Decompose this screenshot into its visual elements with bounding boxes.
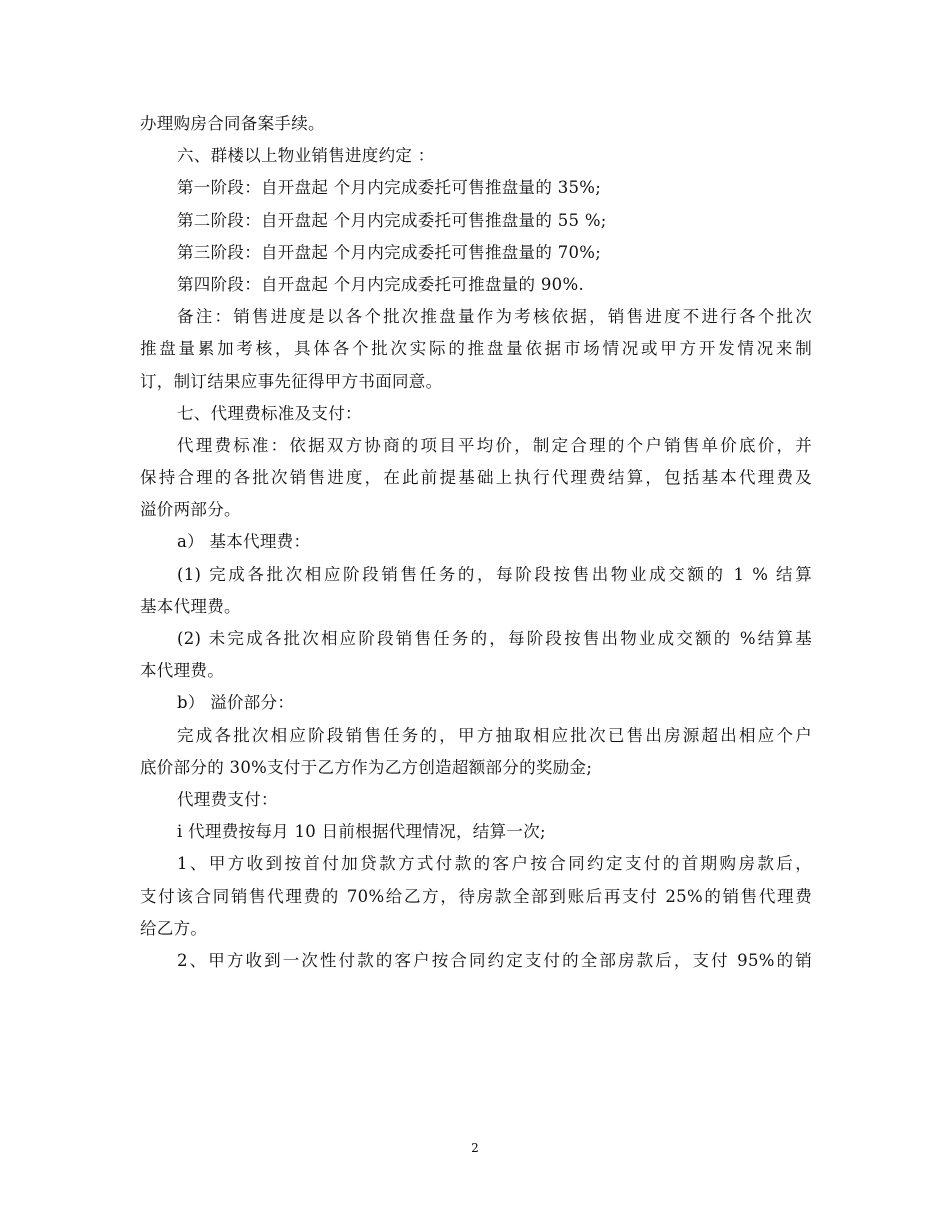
section-heading: 六、群楼以上物业销售进度约定 ：	[177, 146, 435, 166]
text-line: 第四阶段：自开盘起 个月内完成委托可推盘量的 90%.	[177, 274, 585, 294]
text-line: 第一阶段：自开盘起 个月内完成委托可售推盘量的 35%;	[177, 178, 602, 198]
subsection-heading: b） 溢价部分：	[177, 693, 295, 713]
text-line: 第三阶段：自开盘起 个月内完成委托可售推盘量的 70%;	[177, 242, 602, 262]
subsection-heading: a） 基本代理费：	[177, 532, 311, 552]
text-line: 保持合理的各批次销售进度，在此前提基础上执行代理费结算，包括基本代理费及	[140, 468, 812, 488]
text-line: 溢价两部分。	[140, 500, 241, 520]
text-line: 支付该合同销售代理费的 70%给乙方，待房款全部到账后再支付 25%的销售代理费	[140, 886, 812, 906]
text-line: 给乙方。	[140, 918, 208, 938]
text-line: 备注：销售进度是以各个批次推盘量作为考核依据，销售进度不进行各个批次	[177, 307, 812, 327]
text-line: 2、甲方收到一次性付款的客户按合同约定支付的全部房款后，支付 95%的销	[177, 950, 812, 970]
text-line: 第二阶段：自开盘起 个月内完成委托可售推盘量的 55 %;	[177, 210, 607, 230]
section-heading: 七、代理费标准及支付：	[177, 403, 362, 423]
text-line: 代理费标准：依据双方协商的项目平均价，制定合理的个户销售单价底价，并	[177, 435, 812, 455]
text-line: 本代理费。	[140, 661, 224, 681]
text-line: 办理购房合同备案手续。	[140, 114, 325, 133]
page-number: 2	[471, 1141, 479, 1155]
text-line: (2) 未完成各批次相应阶段销售任务的，每阶段按售出物业成交额的 %结算基	[177, 629, 812, 648]
text-line: 推盘量累加考核，具体各个批次实际的推盘量依据市场情况或甲方开发情况来制	[140, 339, 812, 359]
text-line: (1) 完成各批次相应阶段销售任务的，每阶段按售出物业成交额的 1 % 结算	[177, 564, 812, 584]
text-line: 完成各批次相应阶段销售任务的，甲方抽取相应批次已售出房源超出相应个户	[177, 725, 812, 745]
text-line: 基本代理费。	[140, 596, 241, 616]
text-line: 底价部分的 30%支付于乙方作为乙方创造超额部分的奖励金;	[140, 757, 593, 777]
text-line: 订，制订结果应事先征得甲方书面同意。	[140, 371, 443, 391]
subsection-heading: 代理费支付：	[177, 789, 278, 809]
document-body	[140, 114, 812, 983]
text-line: 1、甲方收到按首付加贷款方式付款的客户按合同约定支付的首期购房款后，	[177, 854, 812, 874]
text-line: i 代理费按每月 10 日前根据代理情况，结算一次;	[177, 822, 546, 842]
